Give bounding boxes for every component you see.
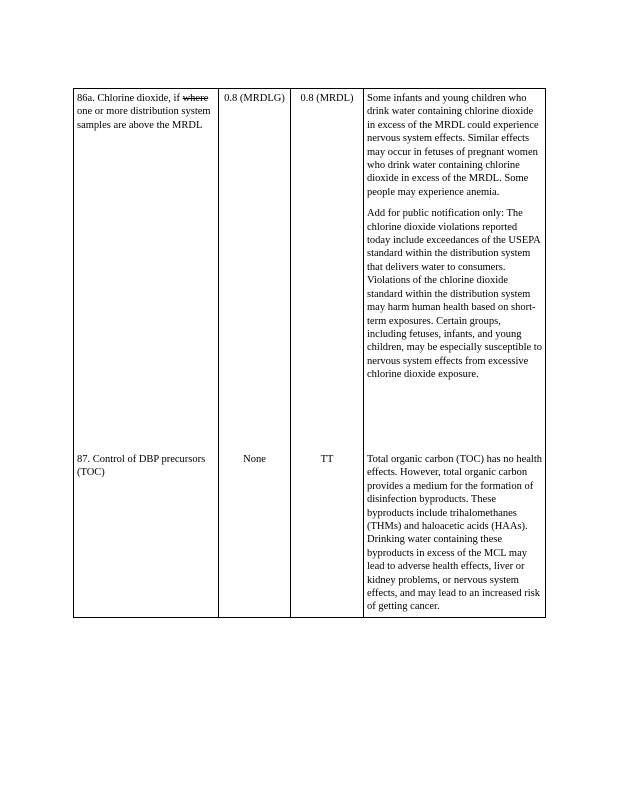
health-effects-text: Some infants and young children who drink water containing chlorine dioxide in excess of the MRDL could experience nervous system effects. Similar effects may occur in fetuses of pregnant women who drink water containing chlorine dioxide in excess of the MRDL. Some people may experience anemia. [367, 93, 539, 198]
table-row [74, 89, 546, 451]
contaminant-table [73, 88, 546, 618]
mcl-cell: 0.8 (MRDL) [291, 89, 364, 451]
contaminant-name-continued: one or more distribution system samples are above the MRDL [77, 106, 211, 131]
contaminant-cell [74, 89, 219, 451]
health-effects-cell [364, 450, 546, 617]
mclg-cell: 0.8 (MRDLG) [219, 89, 291, 451]
health-effects-cell [364, 89, 546, 451]
mcl-cell: TT [291, 450, 364, 617]
contaminant-name: 86a. Chlorine dioxide, if [77, 93, 180, 104]
contaminant-cell: 87. Control of DBP precursors (TOC) [74, 450, 219, 617]
public-notification-text: Add for public notification only: The chlorine dioxide violations reported today include exceedances of the USEPA standard within the distribution system that delivers water to consumers. Violations of the chlorine dioxide standard within the distribution system may harm human health based on short-term exposures. Certain groups, including fetuses, infants, and young children, may be especially susceptible to nervous system effects from excessive chlorine dioxide exposure. [367, 208, 542, 381]
health-effects-text: Total organic carbon (TOC) has no health effects. However, total organic carbon provides a medium for the formation of disinfection byproducts. These byproducts include trihalomethanes (THMs) and haloacetic acids (HAAs). Drinking water containing these byproducts in excess of the MCL may lead to adverse health effects, liver or kidney problems, or nervous system effects, and may lead to an increased risk of getting cancer. [367, 454, 542, 613]
mclg-cell: None [219, 450, 291, 617]
table-row [74, 450, 546, 617]
struck-text: where [182, 93, 209, 104]
